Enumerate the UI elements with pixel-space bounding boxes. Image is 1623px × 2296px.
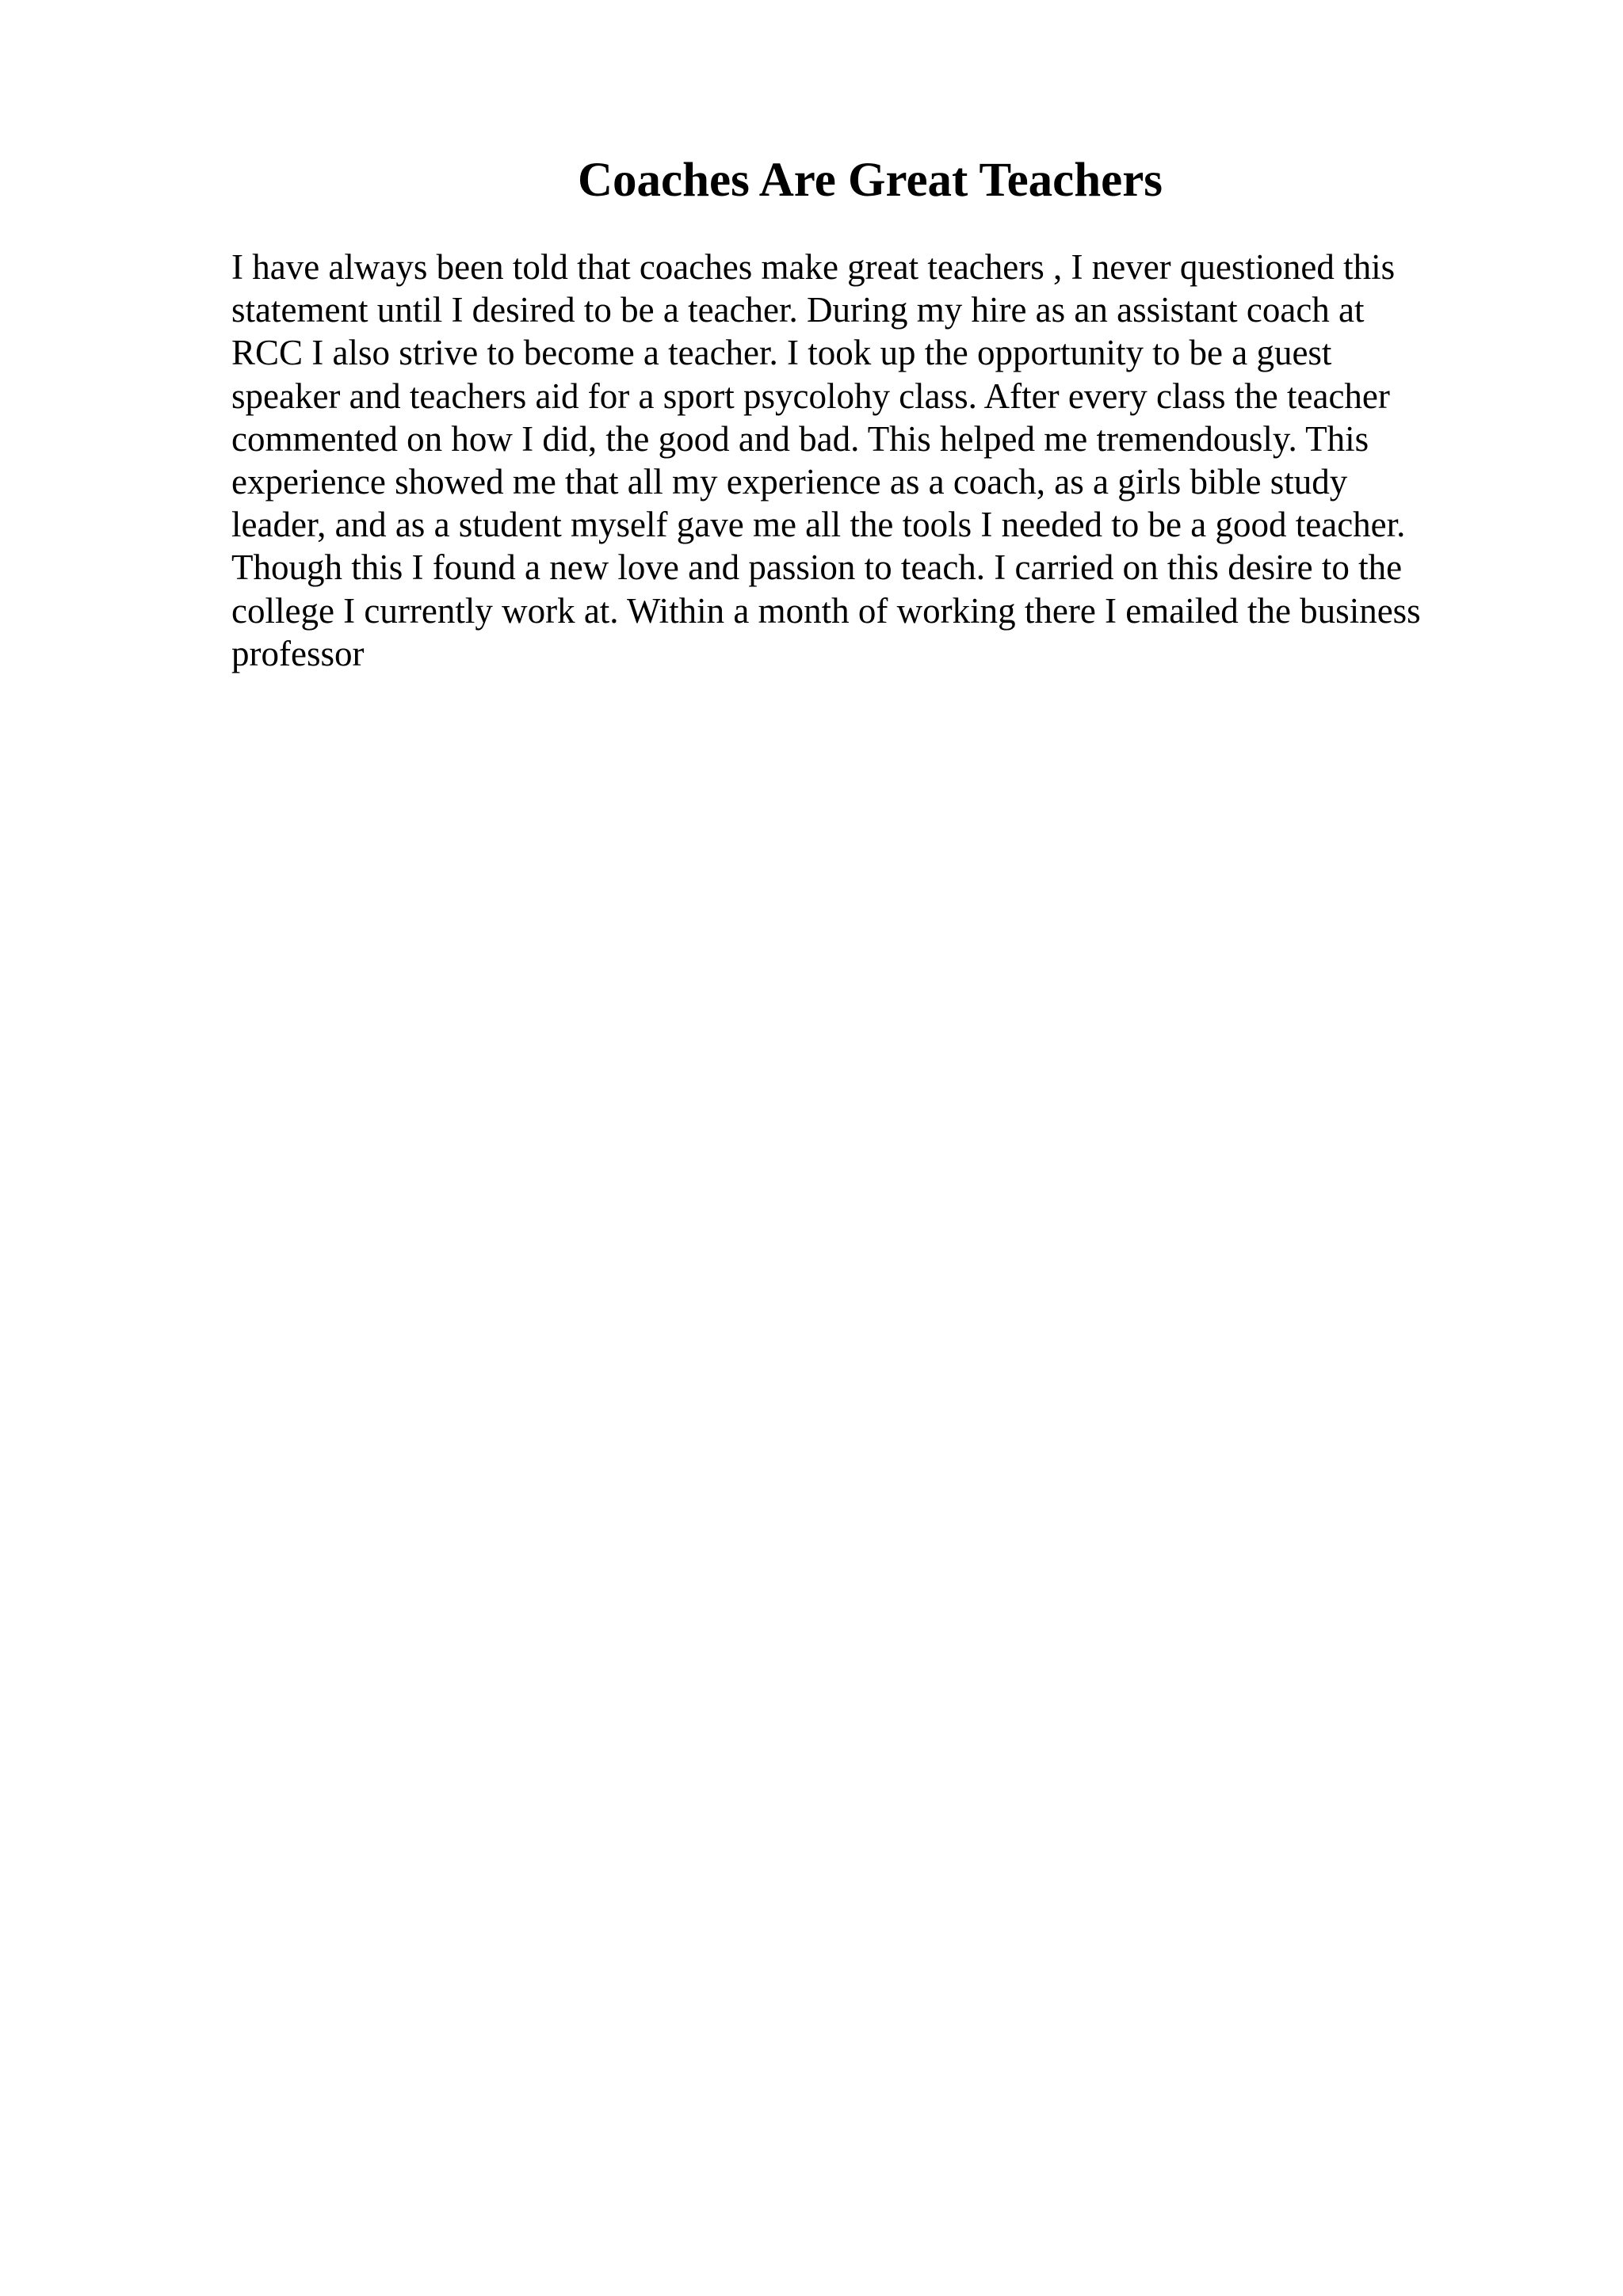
body-line: RCC I also strive to become a teacher. I took up the opportunity to be a guest: [231, 333, 1332, 373]
body-line: Though this I found a new love and passion to teach. I carried on this desire to the: [231, 547, 1403, 588]
body-line: college I currently work at. Within a month of working there I emailed the business: [231, 590, 1421, 631]
body-line: leader, and as a student myself gave me all the tools I needed to be a good teacher.: [231, 505, 1406, 545]
body-line: experience showed me that all my experience as a coach, as a girls bible study: [231, 462, 1348, 502]
body-line: statement until I desired to be a teacher. During my hire as an assistant coach at: [231, 290, 1365, 330]
body-line: speaker and teachers aid for a sport psycolohy class. After every class the teacher: [231, 376, 1390, 416]
document-body: [231, 246, 1515, 675]
body-line: I have always been told that coaches make great teachers , I never questioned this: [231, 247, 1396, 287]
body-line: commented on how I did, the good and bad. This helped me tremendously. This: [231, 418, 1369, 459]
document-title: Coaches Are Great Teachers: [577, 154, 1163, 207]
body-line: professor: [231, 633, 365, 673]
